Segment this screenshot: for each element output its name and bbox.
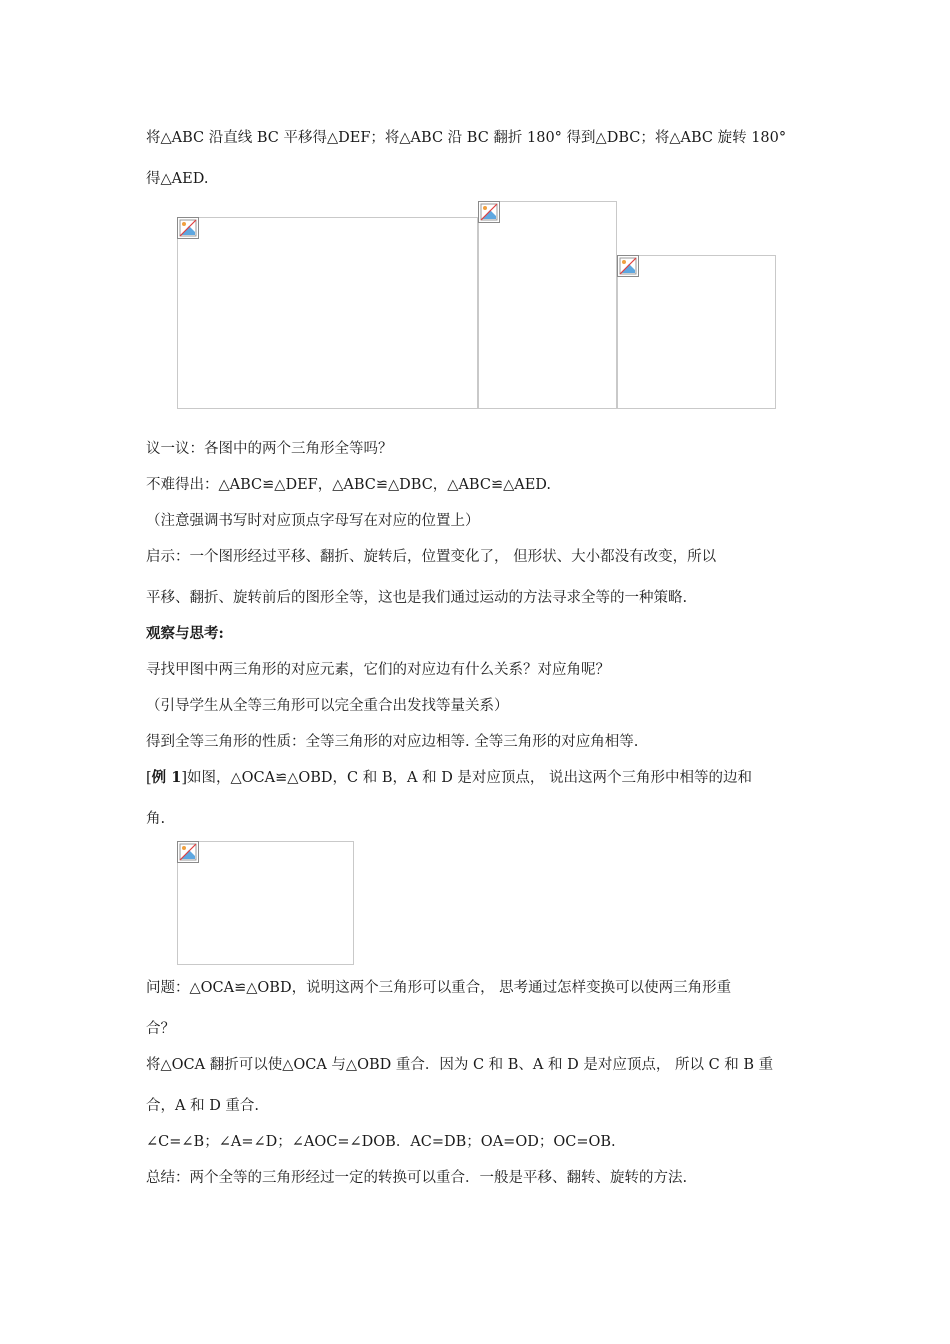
note-line: （注意强调书写时对应顶点字母写在对应的位置上） bbox=[146, 513, 480, 529]
question-line: 问题：△OCA≌△OBD，说明这两个三角形可以重合， 思考通过怎样变换可以使两三角形重 bbox=[146, 980, 732, 996]
paragraph-line: 将△ABC 沿直线 BC 平移得△DEF；将△ABC 沿 BC 翻折 180° 得到△DBC；将△ABC 旋转 180° bbox=[146, 130, 787, 146]
note-line: （引导学生从全等三角形可以完全重合出发找等量关系） bbox=[146, 698, 509, 714]
example-line bbox=[146, 769, 752, 787]
example-text: ]如图，△OCA≌△OBD，C 和 B，A 和 D 是对应顶点， 说出这两个三角形中相等的边和 bbox=[181, 770, 753, 786]
broken-image-icon bbox=[617, 255, 639, 277]
discuss-line: 议一议：各图中的两个三角形全等吗？ bbox=[146, 441, 393, 457]
example-label: 例 1 bbox=[151, 769, 182, 786]
paragraph-line: 得△AED. bbox=[146, 171, 209, 187]
figure-rotation-image bbox=[617, 255, 776, 409]
broken-image-icon bbox=[177, 217, 199, 239]
property-line: 得到全等三角形的性质：全等三角形的对应边相等. 全等三角形的对应角相等. bbox=[146, 734, 639, 750]
example-bracket: [ bbox=[146, 770, 152, 786]
equalities-line: ∠C=∠B；∠A=∠D；∠AOC=∠DOB．AC=DB；OA=OD；OC=OB. bbox=[146, 1134, 616, 1150]
solution-line: 合，A 和 D 重合. bbox=[146, 1098, 260, 1114]
figure-translation-image bbox=[177, 217, 478, 409]
observe-heading: 观察与思考: bbox=[146, 625, 224, 642]
broken-image-icon bbox=[177, 841, 199, 863]
question-line: 合？ bbox=[146, 1021, 175, 1037]
example-line: 角. bbox=[146, 811, 166, 827]
broken-image-icon bbox=[478, 201, 500, 223]
example-figure-image bbox=[177, 841, 354, 965]
summary-line: 总结：两个全等的三角形经过一定的转换可以重合．一般是平移、翻转、旋转的方法. bbox=[146, 1170, 688, 1186]
solution-line: 将△OCA 翻折可以使△OCA 与△OBD 重合．因为 C 和 B、A 和 D 是对应顶点， 所以 C 和 B 重 bbox=[146, 1057, 774, 1073]
insight-line: 启示：一个图形经过平移、翻折、旋转后，位置变化了， 但形状、大小都没有改变，所以 bbox=[146, 549, 717, 565]
figure-reflection-image bbox=[478, 201, 617, 409]
insight-line: 平移、翻折、旋转前后的图形全等，这也是我们通过运动的方法寻求全等的一种策略. bbox=[146, 590, 688, 606]
answer-line: 不难得出：△ABC≌△DEF，△ABC≌△DBC，△ABC≌△AED. bbox=[146, 477, 552, 493]
observe-question: 寻找甲图中两三角形的对应元素，它们的对应边有什么关系？对应角呢？ bbox=[146, 662, 610, 678]
